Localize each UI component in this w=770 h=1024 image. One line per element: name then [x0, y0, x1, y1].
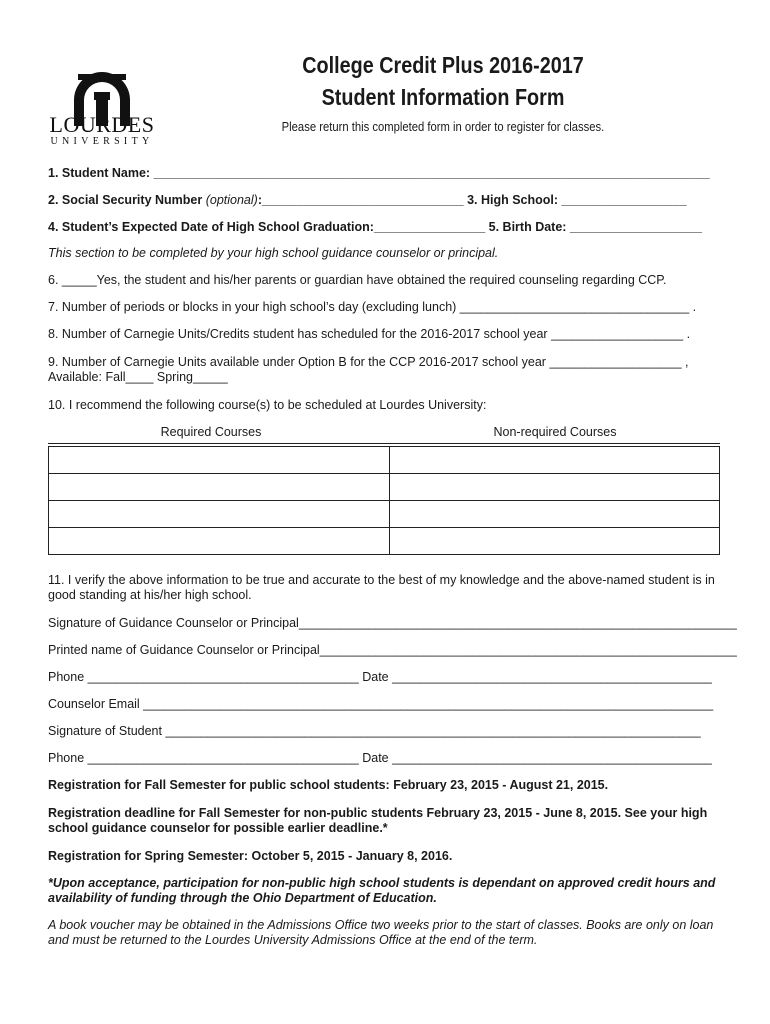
book-voucher-note: A book voucher may be obtained in the Admissions Office two weeks prior to the start of classes. Books are only on loan and must be returned to the Lourdes University Admissions Office at the end of the term.: [48, 918, 714, 947]
required-course-cell[interactable]: [49, 474, 390, 501]
item-11-verify: 11. I verify the above information to be true and accurate to the best of my knowledge and the above-named student is in good standing at his/her high school.: [48, 573, 715, 602]
nonrequired-course-cell[interactable]: [390, 447, 720, 474]
acceptance-note: *Upon acceptance, participation for non-public high school students is dependant on approved credit hours and availability of funding through the Ohio Department of Education.: [48, 876, 716, 905]
table-row: [49, 501, 720, 528]
logo-wordmark: LOURDES: [49, 112, 155, 137]
nonrequired-courses-header: Non-required Courses: [493, 425, 617, 439]
nonrequired-course-cell[interactable]: [390, 501, 720, 528]
table-row: [49, 528, 720, 555]
required-course-cell[interactable]: [49, 501, 390, 528]
form-subtitle: Student Information Form: [321, 84, 565, 110]
graduation-birth-row[interactable]: 4. Student’s Expected Date of High School Graduation:________________ 5. Birth Date: ___________________: [48, 220, 703, 234]
item-8-carnegie-scheduled[interactable]: 8. Number of Carnegie Units/Credits student has scheduled for the 2016-2017 school year ___________________ .: [48, 327, 691, 341]
spring-registration: Registration for Spring Semester: October 5, 2015 - January 8, 2016.: [48, 849, 453, 863]
table-top-rule: [48, 443, 720, 444]
item-9-carnegie-available[interactable]: 9. Number of Carnegie Units available under Option B for the CCP 2016-2017 school year ___________________ ,: [48, 355, 689, 369]
student-name-field[interactable]: 1. Student Name: ________________________________________________________________________________: [48, 166, 710, 180]
fall-public-registration: Registration for Fall Semester for public school students: February 23, 2015 - August 21, 2015.: [48, 778, 609, 792]
form-title: College Credit Plus 2016-2017: [302, 52, 584, 78]
nonrequired-course-cell[interactable]: [390, 528, 720, 555]
required-courses-header: Required Courses: [160, 425, 262, 439]
logo-subtitle: UNIVERSITY: [50, 136, 154, 147]
courses-table: [48, 446, 720, 555]
counselor-email-field[interactable]: Counselor Email __________________________________________________________________________________: [48, 697, 714, 711]
counselor-section-note: This section to be completed by your high school guidance counselor or principal.: [48, 246, 499, 260]
required-course-cell[interactable]: [49, 528, 390, 555]
ssn-highschool-line[interactable]: :_____________________________ 3. High School: __________________: [257, 193, 687, 207]
item-10-recommend: 10. I recommend the following course(s) to be scheduled at Lourdes University:: [48, 398, 487, 412]
ssn-label: 2. Social Security Number: [48, 193, 206, 207]
counselor-printed-name-field[interactable]: Printed name of Guidance Counselor or Principal____________________________________________________________: [48, 643, 737, 657]
item-9-availability[interactable]: Available: Fall____ Spring_____: [48, 370, 228, 384]
nonrequired-course-cell[interactable]: [390, 474, 720, 501]
form-instructions: Please return this completed form in order to register for classes.: [281, 120, 605, 134]
table-row: [49, 474, 720, 501]
student-phone-date-field[interactable]: Phone _______________________________________ Date ______________________________________________: [48, 751, 712, 765]
item-7-periods[interactable]: 7. Number of periods or blocks in your high school’s day (excluding lunch) _________________________________ .: [48, 300, 697, 314]
required-course-cell[interactable]: [49, 447, 390, 474]
fall-nonpublic-registration: Registration deadline for Fall Semester for non-public students February 23, 2015 - June 8, 2015. See your high school guidance counselor for possible earlier deadline.*: [48, 806, 708, 835]
table-row: [49, 447, 720, 474]
student-signature-field[interactable]: Signature of Student _____________________________________________________________________________: [48, 724, 701, 738]
counselor-phone-date-field[interactable]: Phone _______________________________________ Date ______________________________________________: [48, 670, 712, 684]
counselor-signature-field[interactable]: Signature of Guidance Counselor or Principal_______________________________________________________________: [48, 616, 737, 630]
item-6-counseling[interactable]: 6. _____Yes, the student and his/her parents or guardian have obtained the required counseling regarding CCP.: [48, 273, 667, 287]
ssn-highschool-row[interactable]: [48, 193, 728, 207]
ssn-optional-label: (optional): [205, 193, 258, 207]
